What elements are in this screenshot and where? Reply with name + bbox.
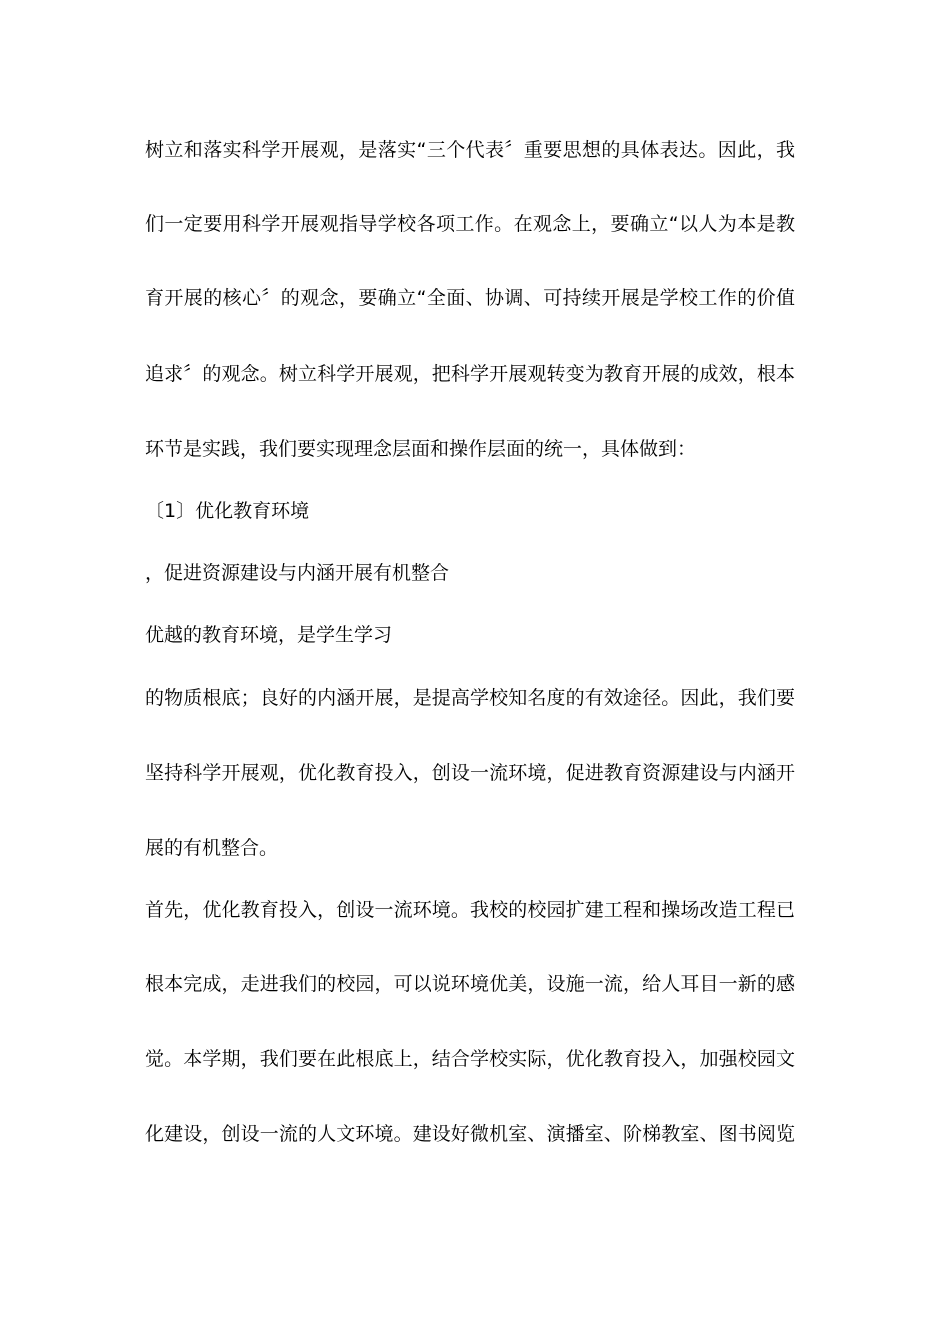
paragraph-3-line-3: 觉。本学期，我们要在此根底上，结合学校实际，优化教育投入，加强校园文	[145, 1048, 795, 1070]
paragraph-1-line-5: 环节是实践，我们要实现理念层面和操作层面的统一，具体做到：	[145, 438, 697, 460]
paragraph-2-line-1: 优越的教育环境，是学生学习	[145, 624, 393, 646]
paragraph-1-line-4: 追求〞的观念。树立科学开展观，把科学开展观转变为教育开展的成效，根本	[145, 363, 795, 385]
paragraph-2-line-2: 的物质根底；良好的内涵开展，是提高学校知名度的有效途径。因此，我们要	[145, 687, 795, 709]
paragraph-1-line-3: 育开展的核心〞的观念，要确立“全面、协调、可持续开展是学校工作的价值	[145, 287, 795, 309]
paragraph-1-line-1: 树立和落实科学开展观，是落实“三个代表〞重要思想的具体表达。因此，我	[145, 139, 795, 161]
section-heading-1: 〔1〕优化教育环境	[145, 500, 310, 522]
section-heading-1-continuation: ，促进资源建设与内涵开展有机整合	[145, 562, 450, 584]
paragraph-3-line-1: 首先，优化教育投入，创设一流环境。我校的校园扩建工程和操场改造工程已	[145, 899, 795, 921]
paragraph-3-line-4: 化建设，创设一流的人文环境。建设好微机室、演播室、阶梯教室、图书阅览	[145, 1123, 795, 1145]
paragraph-1-line-2: 们一定要用科学开展观指导学校各项工作。在观念上，要确立“以人为本是教	[145, 213, 795, 235]
paragraph-2-line-4: 展的有机整合。	[145, 837, 279, 859]
paragraph-2-line-3: 坚持科学开展观，优化教育投入，创设一流环境，促进教育资源建设与内涵开	[145, 762, 795, 784]
paragraph-3-line-2: 根本完成，走进我们的校园，可以说环境优美，设施一流，给人耳目一新的感	[145, 973, 795, 995]
